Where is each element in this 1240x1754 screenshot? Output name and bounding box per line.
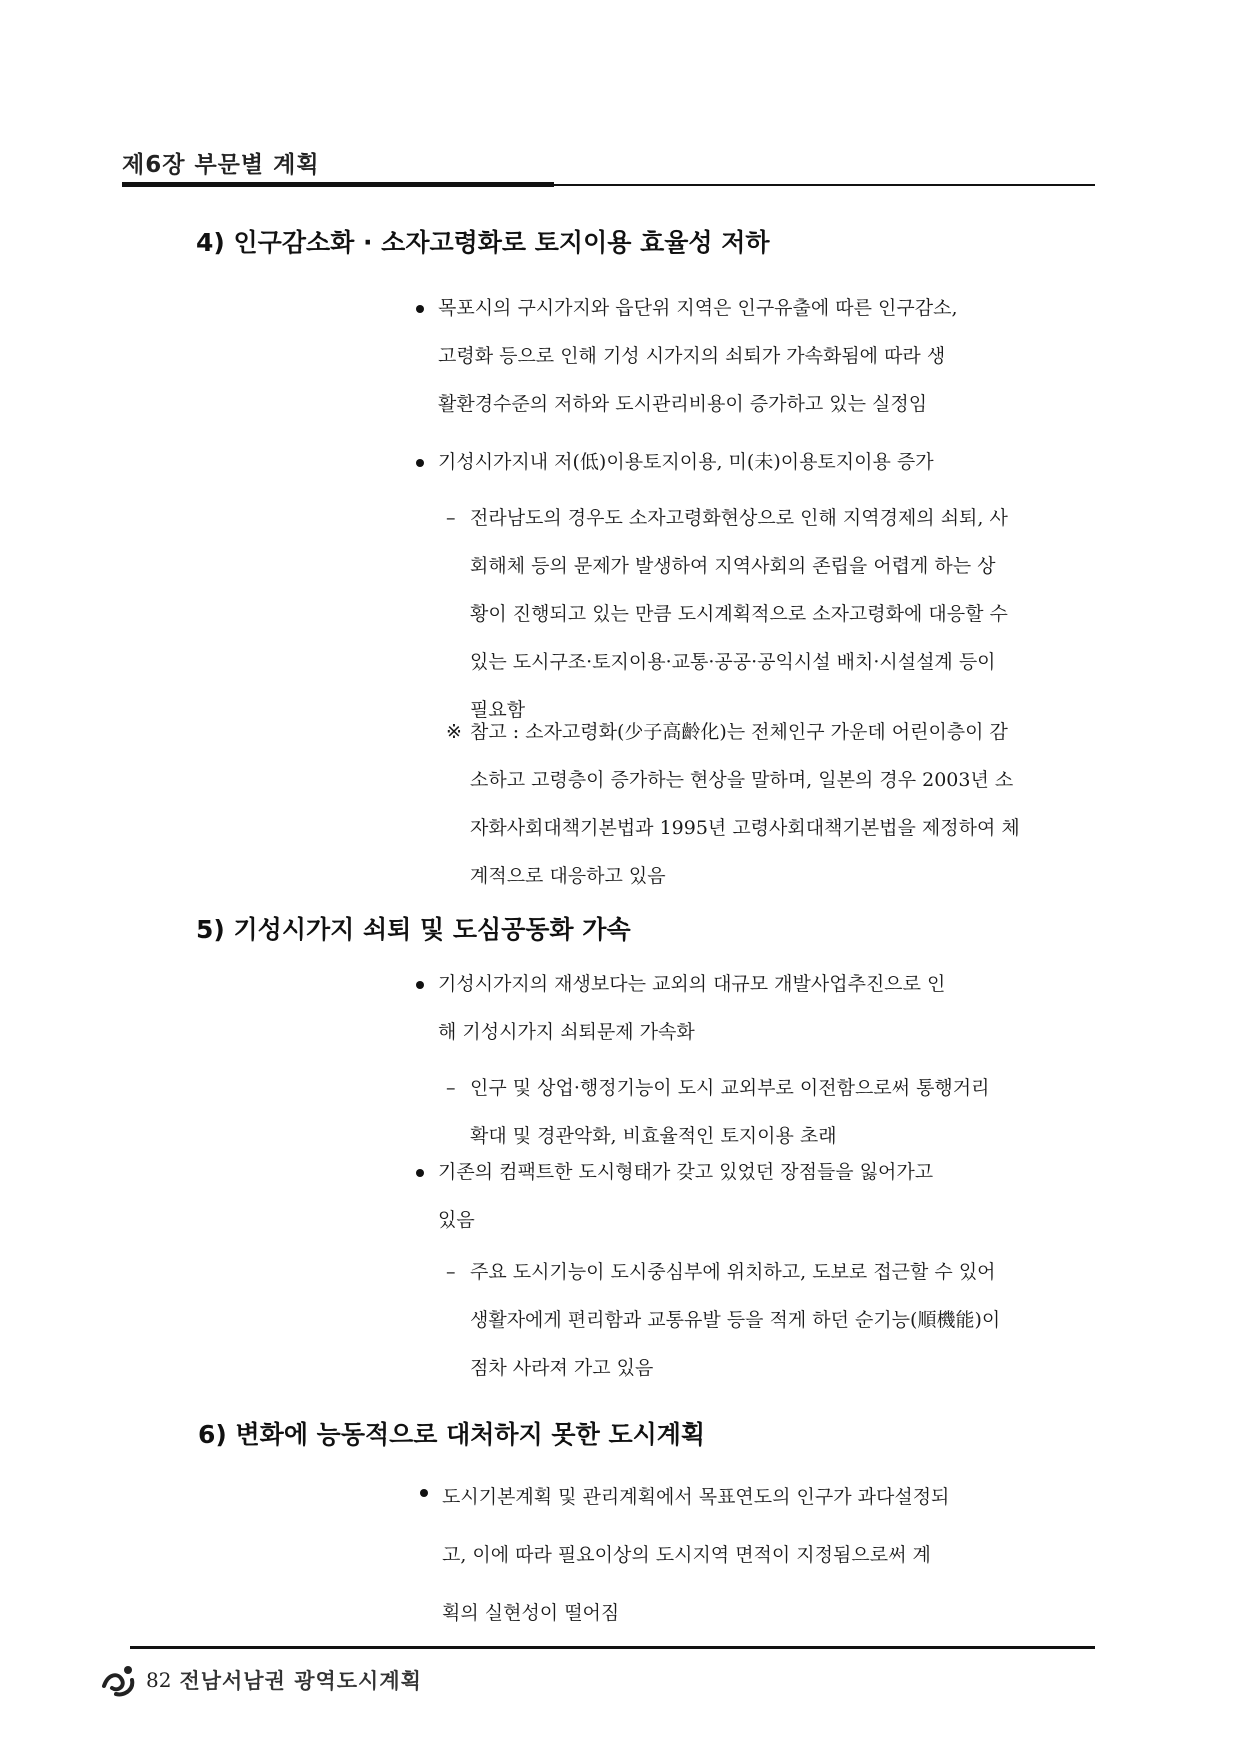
text-line: 해 기성시가지 쇠퇴문제 가속화 <box>438 1021 695 1043</box>
text-line: 참고 : 소자고령화(少子高齡化)는 전체인구 가운데 어린이층이 감 <box>470 721 1008 743</box>
header-divider-accent <box>122 182 554 187</box>
bullet-dot-icon <box>416 981 424 989</box>
text-line: 기성시가지의 재생보다는 교외의 대규모 개발사업추진으로 인 <box>438 973 946 995</box>
chapter-title: 제6장 부문별 계획 <box>122 152 320 178</box>
bullet-dot-icon <box>416 1169 424 1177</box>
paragraph <box>470 494 1090 734</box>
paragraph <box>470 1248 1090 1392</box>
text-line: 있는 도시구조·토지이용·교통·공공·공익시설 배치·시설설계 등이 <box>470 651 996 673</box>
bullet-marker <box>420 1468 428 1516</box>
paragraph <box>442 1468 1090 1642</box>
text-line: 활환경수준의 저하와 도시관리비용이 증가하고 있는 실정임 <box>438 393 928 415</box>
note-marker: ※ <box>446 721 462 743</box>
text-line: 목포시의 구시가지와 읍단위 지역은 인구유출에 따른 인구감소, <box>438 297 958 319</box>
bullet-dot-icon <box>420 1489 428 1497</box>
text-line: 획의 실현성이 떨어짐 <box>442 1602 620 1624</box>
text-line: 전라남도의 경우도 소자고령화현상으로 인해 지역경제의 쇠퇴, 사 <box>470 507 1008 529</box>
bullet-dot-icon <box>416 459 424 467</box>
section-heading: 5) 기성시가지 쇠퇴 및 도심공동화 가속 <box>196 915 631 944</box>
text-line: 필요함 <box>470 699 526 721</box>
text-line: 회해체 등의 문제가 발생하여 지역사회의 존립을 어렵게 하는 상 <box>470 555 996 577</box>
bullet-marker <box>416 960 424 1008</box>
section-4-heading-wrap <box>196 223 770 259</box>
section-5-heading-wrap <box>196 910 631 946</box>
text-line: 도시기본계획 및 관리계획에서 목표연도의 인구가 과다설정되 <box>442 1486 950 1508</box>
text-line: 자화사회대책기본법과 1995년 고령사회대책기본법을 제정하여 체 <box>470 817 1020 839</box>
section-heading: 4) 인구감소화 · 소자고령화로 토지이용 효율성 저하 <box>196 228 770 257</box>
text-line: 확대 및 경관악화, 비효율적인 토지이용 초래 <box>470 1125 837 1147</box>
swirl-logo-icon <box>98 1660 138 1700</box>
bullet-marker <box>416 284 424 332</box>
text-line: 인구 및 상업·행정기능이 도시 교외부로 이전함으로써 통행거리 <box>470 1077 990 1099</box>
text-line: 고, 이에 따라 필요이상의 도시지역 면적이 지정됨으로써 계 <box>442 1544 931 1566</box>
dash-marker: – <box>446 507 456 529</box>
note-paragraph <box>470 708 1090 900</box>
text-line: 있음 <box>438 1209 475 1231</box>
text-line: 생활자에게 편리함과 교통유발 등을 적게 하던 순기능(順機能)이 <box>470 1309 1001 1331</box>
paragraph <box>438 284 1090 428</box>
text-line: 계적으로 대응하고 있음 <box>470 865 666 887</box>
text-line: 점차 사라져 가고 있음 <box>470 1357 654 1379</box>
page-footer <box>98 1660 422 1700</box>
text-line: 기성시가지내 저(低)이용토지이용, 미(未)이용토지이용 증가 <box>438 451 934 473</box>
paragraph <box>470 1064 1090 1160</box>
paragraph <box>438 960 1090 1056</box>
dash-marker: – <box>446 1261 456 1283</box>
section-6-heading-wrap <box>198 1415 705 1451</box>
text-line: 주요 도시기능이 도시중심부에 위치하고, 도보로 접근할 수 있어 <box>470 1261 996 1283</box>
footer-divider <box>130 1646 1095 1649</box>
bullet-marker <box>416 1148 424 1196</box>
page-number: 82 <box>146 1668 172 1692</box>
document-title: 전남서남권 광역도시계획 <box>179 1669 422 1693</box>
text-line: 기존의 컴팩트한 도시형태가 갖고 있었던 장점들을 잃어가고 <box>438 1161 934 1183</box>
paragraph <box>438 438 1090 486</box>
dash-marker: – <box>446 1077 456 1099</box>
paragraph <box>438 1148 1090 1244</box>
text-line: 황이 진행되고 있는 만큼 도시계획적으로 소자고령화에 대응할 수 <box>470 603 1008 625</box>
text-line: 소하고 고령층이 증가하는 현상을 말하며, 일본의 경우 2003년 소 <box>470 769 1014 791</box>
text-line: 고령화 등으로 인해 기성 시가지의 쇠퇴가 가속화됨에 따라 생 <box>438 345 946 367</box>
section-heading: 6) 변화에 능동적으로 대처하지 못한 도시계획 <box>198 1420 706 1449</box>
bullet-marker <box>416 438 424 486</box>
bullet-dot-icon <box>416 305 424 313</box>
